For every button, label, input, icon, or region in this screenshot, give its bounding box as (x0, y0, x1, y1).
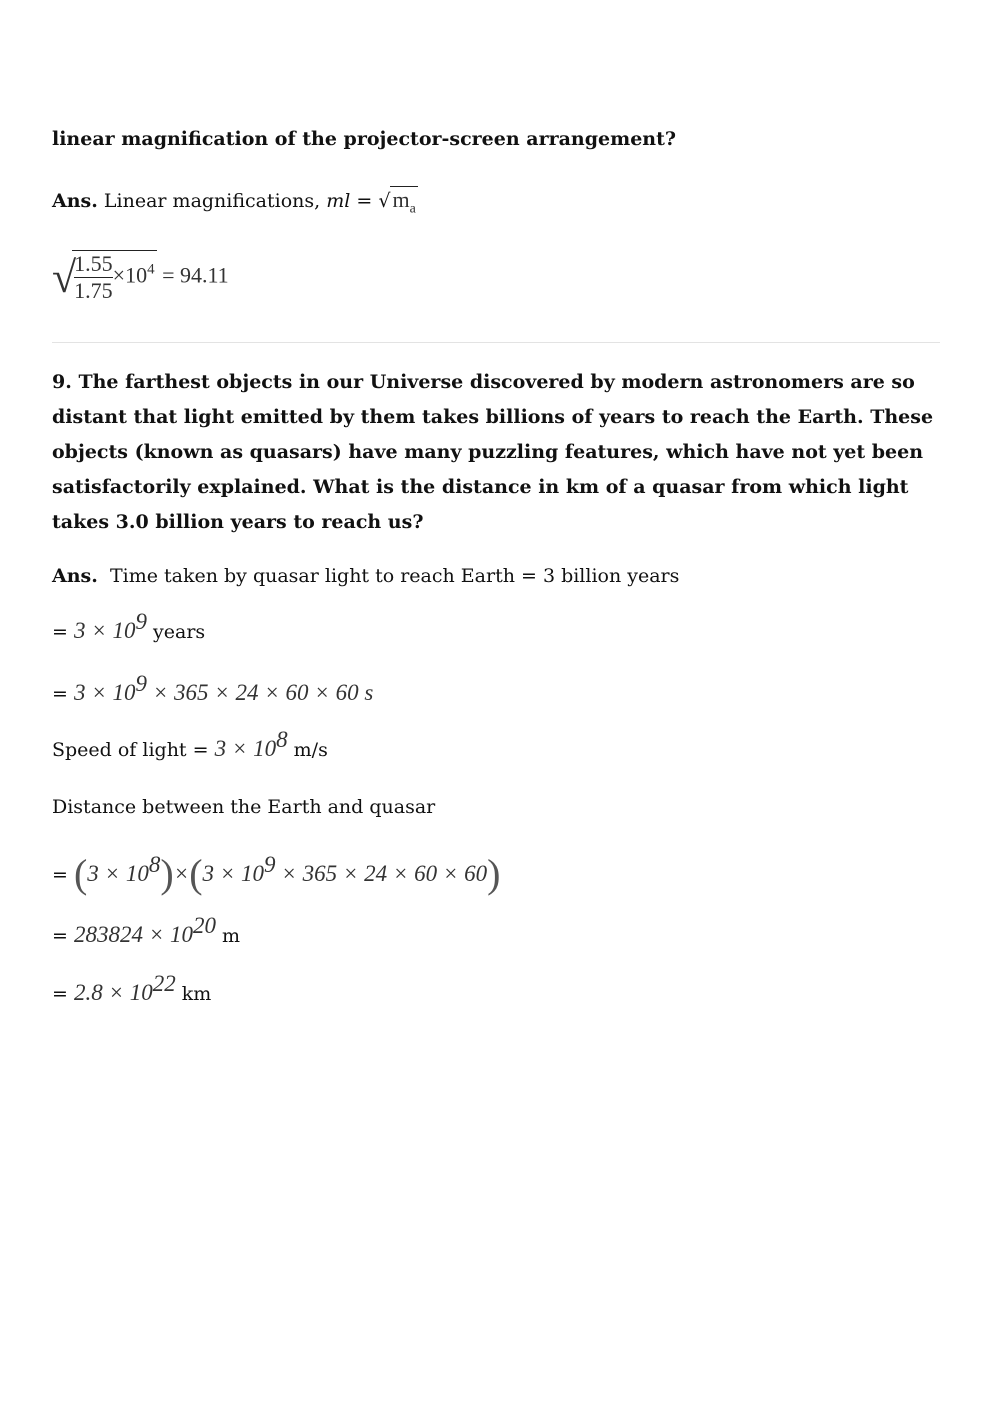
sqrt-formula: $√m_a$ (378, 187, 416, 217)
answer9-line8: = $2.8 \times 10^{22}$ km (52, 971, 212, 1005)
answer9-line3: = $3 \times 10^9 \times 365 \times 24 \times 60 \times 60$ s (52, 671, 374, 705)
previous-answer: Ans. Linear magnifications, ml = $√m_a$ (52, 187, 416, 217)
ans-label: Ans. (52, 190, 98, 212)
answer9-line1: Ans. Time taken by quasar light to reach Earth = 3 billion years (52, 565, 680, 587)
question-9: 9. The farthest objects in our Universe discovered by modern astronomers are so distant that light emitted by them takes billions of years to reach the Earth. These objects (known as quasars) have many puzzling features, which have not yet been satisfactorily explained. What is the distance in km of a quasar from which light takes 3.0 billion years to reach us? (52, 371, 934, 533)
answer9-line5: Distance between the Earth and quasar (52, 796, 436, 818)
magnification-calculation: √ $\frac{1.55}{1.75}$ $\times 10^4 = 94.11$ (52, 251, 229, 303)
answer9-line7: = $283824 \times 10^{20}$ m (52, 913, 241, 947)
previous-question-tail: linear magnification of the projector-screen arrangement? (52, 128, 677, 150)
answer9-line6: = $(3 \times 10^8)\times(3 \times 10^9 \times 365 \times 24 \times 60 \times 60)$ (52, 851, 501, 896)
answer9-line4: Speed of light = $3 \times 10^8$ m/s (52, 727, 328, 761)
answer9-line2: = $3 \times 10^9$ years (52, 609, 206, 643)
divider (52, 342, 940, 343)
